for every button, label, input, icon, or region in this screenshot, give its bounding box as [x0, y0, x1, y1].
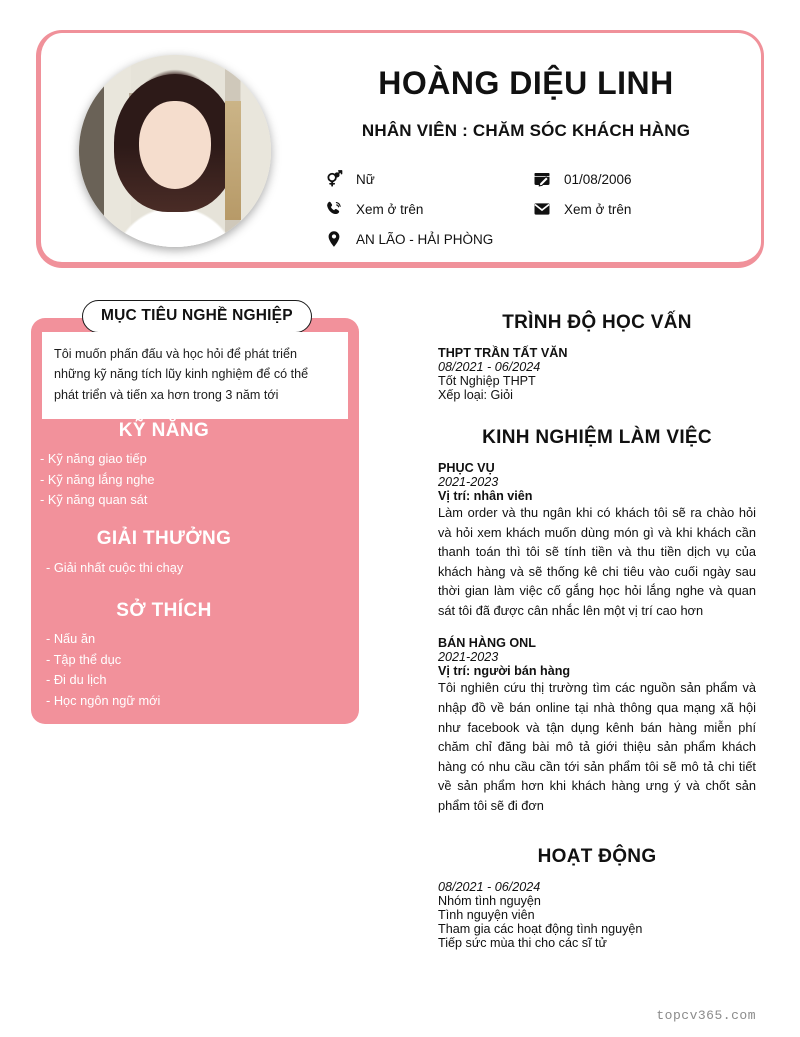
- list-item: - Kỹ năng quan sát: [40, 492, 148, 508]
- contact-list: [325, 168, 765, 250]
- education-date: 08/2021 - 06/2024: [438, 360, 541, 374]
- experience-position: Vị trí: người bán hàng: [438, 664, 571, 679]
- activities-line: Nhóm tình nguyện: [438, 893, 541, 908]
- experience-entry: [438, 636, 756, 815]
- contact-address: [325, 228, 533, 250]
- footer-watermark: topcv365.com: [656, 1008, 756, 1023]
- education-entry: [438, 346, 756, 402]
- list-item: - Học ngôn ngữ mới: [46, 693, 161, 709]
- activities-line: Tham gia các hoạt động tình nguyện: [438, 921, 643, 936]
- portrait-photo: [79, 55, 271, 247]
- contact-email-value: Xem ở trên: [564, 201, 632, 217]
- activities-entry: [438, 880, 756, 950]
- gender-icon: [325, 170, 343, 188]
- contact-birthday-value: 01/08/2006: [564, 171, 632, 187]
- contact-phone: [325, 198, 533, 220]
- objective-title: MỤC TIÊU NGHỀ NGHIỆP: [82, 300, 312, 333]
- activities-line: Tiếp sức mùa thi cho các sĩ tử: [438, 935, 607, 950]
- portrait-face: [139, 101, 212, 189]
- experience-title: KINH NGHIỆM LÀM VIỆC: [482, 427, 712, 448]
- experience-company: BÁN HÀNG ONL: [438, 636, 536, 651]
- contact-gender: [325, 168, 533, 190]
- hobbies-list: [46, 629, 160, 712]
- education-grade: Xếp loại: Giỏi: [438, 388, 513, 402]
- experience-entry: [438, 461, 756, 620]
- list-item: - Giải nhất cuộc thi chạy: [46, 560, 184, 575]
- skills-list: [40, 449, 155, 511]
- education-degree: Tốt Nghiệp THPT: [438, 374, 536, 388]
- education-title: TRÌNH ĐỘ HỌC VẤN: [502, 312, 692, 333]
- activities-date: 08/2021 - 06/2024: [438, 879, 541, 894]
- avatar: [79, 55, 271, 247]
- awards-list: [46, 558, 183, 579]
- contact-birthday: [533, 168, 765, 190]
- experience-description: Làm order và thu ngân khi có khách tôi sẽ ra chào hỏi và hỏi xem khách muốn dùng món gì và khi khách cần thanh toán thì tôi sẽ tính tiền và thu tiền dịch vụ của khách hàng và sẽ thống kê chi tiêu vào cuối ngày sau thời gian làm việc cố gắng học hỏi lắng nghe và quan sát tôi đã được cân nhắc lên một vị trí cao hơn: [438, 505, 756, 618]
- email-icon: [533, 200, 551, 218]
- skills-title: KỸ NĂNG: [118, 420, 210, 441]
- job-title: NHÂN VIÊN : CHĂM SÓC KHÁCH HÀNG: [361, 121, 691, 140]
- list-item: - Nấu ăn: [46, 631, 96, 646]
- activities-line: Tình nguyện viên: [438, 907, 535, 922]
- right-content-column: [438, 312, 756, 950]
- experience-position: Vị trí: nhân viên: [438, 489, 533, 503]
- experience-date: 2021-2023: [438, 475, 499, 489]
- experience-company: PHỤC VỤ: [438, 461, 495, 475]
- activities-title: HOẠT ĐỘNG: [537, 845, 657, 867]
- list-item: - Đi du lịch: [46, 672, 107, 688]
- contact-gender-value: Nữ: [356, 171, 375, 187]
- list-item: - Kỹ năng lắng nghe: [40, 471, 155, 487]
- objective-text: Tôi muốn phấn đấu và học hỏi để phát triển những kỹ năng tích lũy kinh nghiệm để có thể phát triển và tiến xa hơn trong 3 năm tới: [42, 332, 348, 419]
- phone-icon: [325, 200, 343, 218]
- header-card: [36, 30, 764, 268]
- contact-email: [533, 198, 765, 220]
- page-title: HOÀNG DIỆU LINH: [378, 65, 674, 101]
- hobbies-title: SỞ THÍCH: [116, 600, 212, 621]
- experience-description: Tôi nghiên cứu thị trường tìm các nguồn sản phẩm và nhập đồ về bán online tại nhà thông qua mạng xã hội như facebook và tận dụng kênh bán hàng miễn phí chăm chỉ đăng bài mô tả giới thiệu sản phẩm khách hàng có nhu cầu cần tới sản phẩm tôi sẽ mô tả chi tiết về sản phẩm hơn khi khách hàng ưng ý và chốt sản phẩm tôi sẽ đi đơn: [438, 680, 756, 813]
- experience-date: 2021-2023: [438, 650, 499, 665]
- contact-phone-value: Xem ở trên: [356, 201, 424, 217]
- calendar-icon: [533, 170, 551, 188]
- location-icon: [325, 230, 343, 248]
- contact-address-value: AN LÃO - HẢI PHÒNG: [356, 231, 494, 247]
- list-item: - Kỹ năng giao tiếp: [40, 451, 147, 466]
- awards-title: GIẢI THƯỞNG: [96, 528, 232, 549]
- education-school: THPT TRẦN TẤT VĂN: [438, 346, 568, 360]
- list-item: - Tập thể dục: [46, 651, 122, 667]
